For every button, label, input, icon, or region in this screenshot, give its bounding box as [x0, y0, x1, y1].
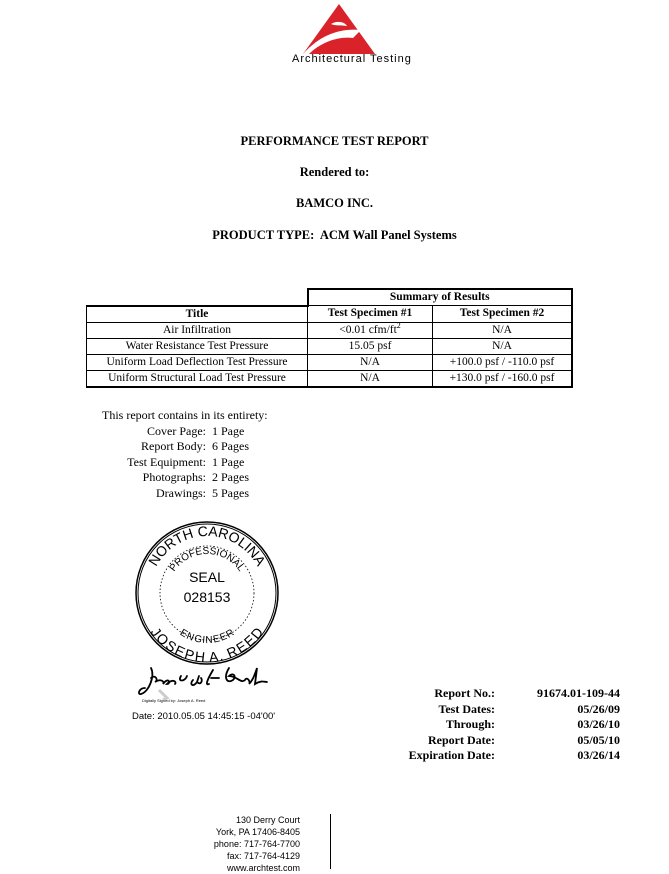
list-item: Drawings: 5 Pages: [156, 485, 249, 500]
table-row: [87, 338, 573, 354]
company-logo-icon: [301, 2, 377, 56]
column-header-specimen-1: Test Specimen #1: [308, 306, 433, 323]
table-cell: Uniform Structural Load Test Pressure: [87, 370, 308, 387]
seal-inner-bottom-text: ENGINEER: [177, 627, 237, 647]
summary-of-results-table: [86, 288, 585, 388]
footer-address: [190, 814, 300, 874]
table-cell: Air Infiltration: [87, 322, 308, 338]
report-info-row: Through: 03/26/10: [445, 717, 620, 731]
table-cell: +130.0 psf / -160.0 psf: [433, 370, 573, 387]
address-line: fax: 717-764-4129: [226, 851, 300, 861]
report-info-row: Expiration Date: 03/26/14: [408, 748, 620, 762]
list-item: Test Equipment: 1 Page: [127, 454, 245, 469]
contents-intro: This report contains in its entirety:: [102, 408, 268, 422]
report-info-row: Report Date: 05/05/10: [428, 732, 620, 747]
client-name: BAMCO INC.: [295, 196, 374, 210]
company-name: Architectural Testing: [292, 53, 412, 65]
list-item: Photographs: 2 Pages: [142, 470, 249, 484]
address-line: York, PA 17406-8405: [215, 827, 300, 837]
table-cell: N/A: [308, 370, 433, 387]
table-cell: Uniform Load Deflection Test Pressure: [87, 354, 308, 370]
signature-date: Date: 2010.05.05 14:45:15 -04'00': [132, 711, 276, 722]
list-item: Report Body: 6 Pages: [141, 439, 249, 453]
product-type-value: ACM Wall Panel Systems: [319, 228, 457, 242]
table-row: [87, 370, 573, 387]
seal-top-text: NORTH CAROLINA: [145, 522, 270, 569]
report-info-row: Test Dates: 05/26/09: [438, 701, 620, 716]
table-cell: N/A: [433, 322, 573, 338]
table-row: [87, 354, 573, 370]
table-cell: Water Resistance Test Pressure: [87, 338, 308, 354]
website-link[interactable]: www.archtest.com: [226, 863, 300, 873]
report-info-row: Report No.: 91674.01-109-44: [434, 686, 620, 700]
table-cell: N/A: [433, 338, 573, 354]
report-info: [390, 686, 620, 764]
seal-inner-top-text: PROFESSIONAL: [167, 545, 247, 574]
report-contents: [102, 408, 268, 501]
address-line: 130 Derry Court: [235, 815, 300, 825]
seal-center-word: SEAL: [189, 569, 225, 585]
product-type-label: PRODUCT TYPE:: [212, 228, 315, 242]
table-cell: <0.01 cfm/$ft^2$: [308, 322, 433, 338]
table-cell: 15.05 psf: [308, 338, 433, 354]
rendered-to-label: Rendered to:: [299, 165, 370, 179]
seal-number: 028153: [183, 589, 231, 605]
summary-group-header: Summary of Results: [308, 289, 573, 306]
signature-icon: [137, 662, 269, 700]
table-cell: +100.0 psf / -110.0 psf: [433, 354, 573, 370]
address-line: phone: 717-764-7700: [213, 839, 300, 849]
product-type-line: [0, 228, 669, 243]
report-heading: PERFORMANCE TEST REPORT: [240, 134, 429, 148]
column-header-title: Title: [87, 306, 308, 323]
table-cell: N/A: [308, 354, 433, 370]
footer-divider: [330, 814, 331, 869]
seal-bottom-text: JOSEPH A. REED: [147, 624, 267, 666]
column-header-specimen-2: Test Specimen #2: [433, 306, 573, 323]
digital-signature-line: Digitally Signed by: Joseph A. Reed: [142, 698, 206, 703]
svg-text:ENGINEER: [178, 628, 237, 647]
table-row: [87, 322, 573, 338]
engineer-seal-icon: [134, 520, 280, 666]
list-item: Cover Page: 1 Page: [147, 423, 245, 438]
